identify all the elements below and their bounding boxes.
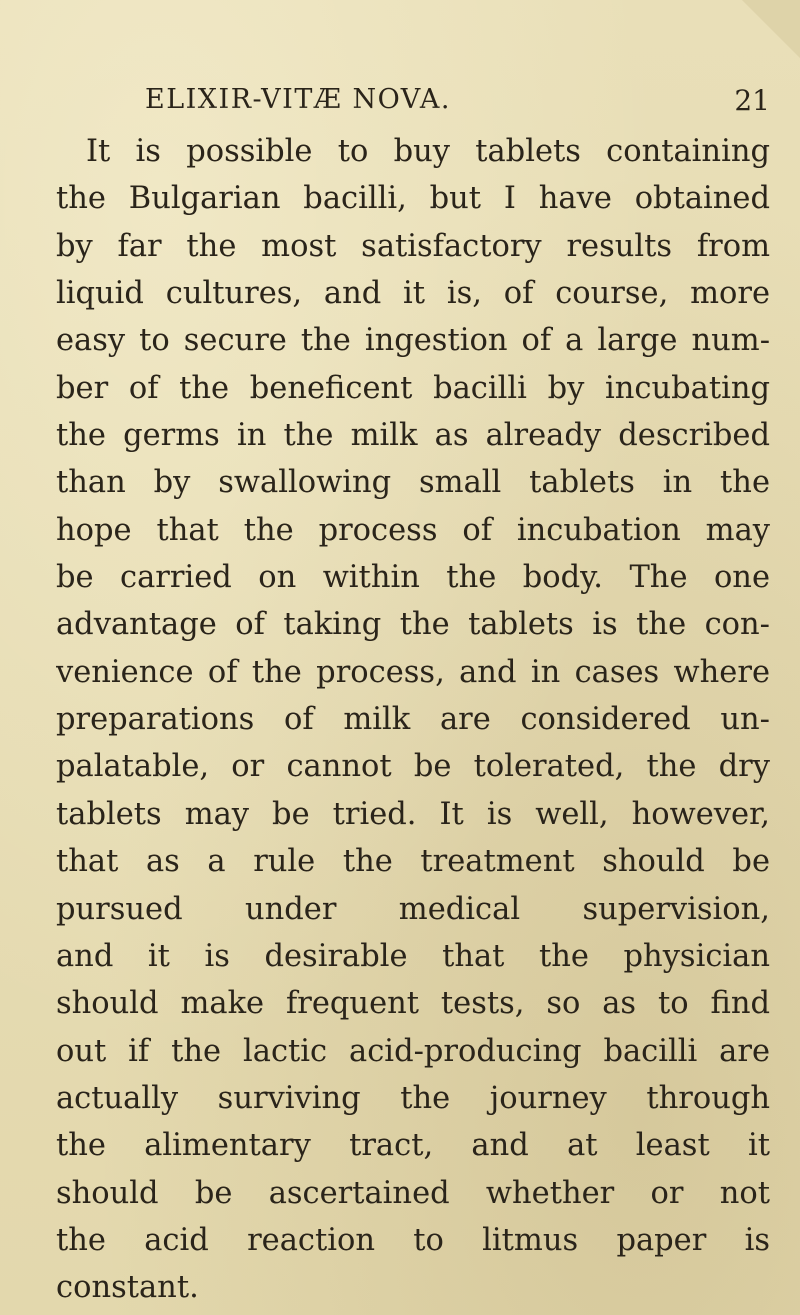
text-line: should make frequent tests, so as to find: [56, 986, 770, 1022]
text-line: actually surviving the journey through: [56, 1080, 770, 1116]
text-line: out if the lactic acid-producing bacilli are: [56, 1033, 770, 1069]
text-line: tablets may be tried. It is well, however,: [56, 796, 770, 832]
running-title: ELIXIR-VITÆ NOVA.: [145, 84, 451, 115]
text-line: preparations of milk are considered un-: [56, 702, 770, 738]
text-line: the germs in the milk as already described: [56, 418, 770, 454]
page-number: 21: [734, 84, 770, 117]
page-corner-shadow: [742, 0, 800, 58]
text-line: palatable, or cannot be tolerated, the dry: [56, 749, 770, 785]
text-line: liquid cultures, and it is, of course, more: [56, 276, 770, 312]
text-line: be carried on within the body. The one: [56, 560, 770, 596]
text-line: ber of the beneficent bacilli by incubating: [56, 370, 770, 406]
text-line-final: constant.: [56, 1270, 199, 1306]
text-line: the acid reaction to litmus paper is: [56, 1222, 770, 1258]
body-paragraph: [56, 128, 770, 1312]
text-line: hope that the process of incubation may: [56, 512, 770, 548]
text-line: the alimentary tract, and at least it: [56, 1128, 770, 1164]
text-line: the Bulgarian bacilli, but I have obtained: [56, 181, 770, 217]
text-line: by far the most satisfactory results from: [56, 228, 770, 264]
text-line: and it is desirable that the physician: [56, 938, 770, 974]
text-line: It is possible to buy tablets containing: [86, 134, 770, 169]
text-line: should be ascertained whether or not: [56, 1175, 770, 1211]
text-line: advantage of taking the tablets is the con-: [56, 607, 770, 643]
text-line: venience of the process, and in cases where: [56, 654, 770, 690]
text-line: easy to secure the ingestion of a large num-: [56, 323, 770, 359]
text-line: than by swallowing small tablets in the: [56, 465, 770, 501]
text-line: that as a rule the treatment should be: [56, 844, 770, 880]
running-head: [145, 84, 770, 124]
text-line: pursued under medical supervision,: [56, 891, 770, 927]
